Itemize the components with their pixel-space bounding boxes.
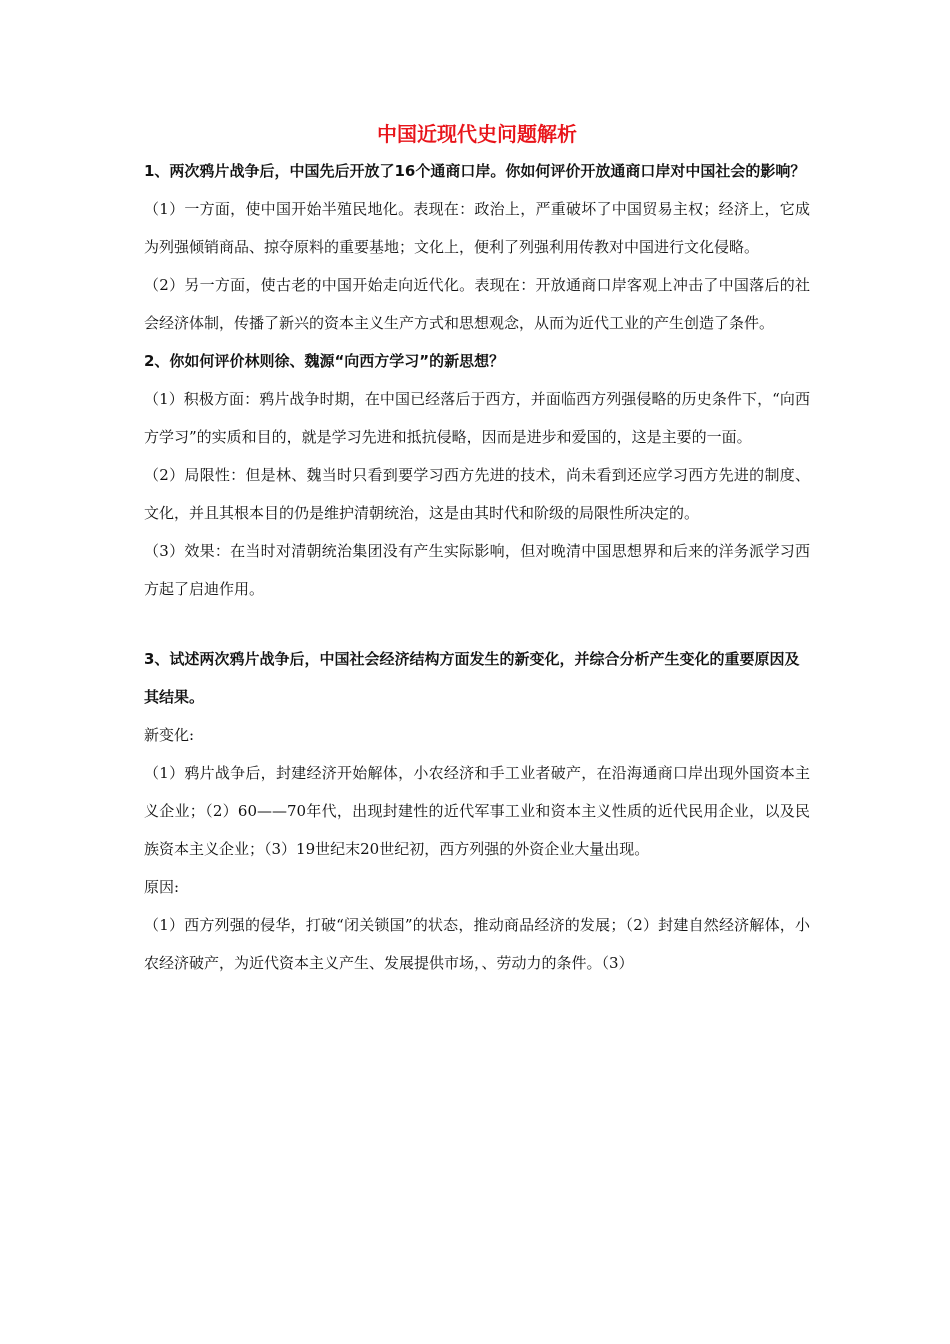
question-2: 2、你如何评价林则徐、魏源“向西方学习”的新思想？ bbox=[144, 352, 505, 370]
q2-answer-1: （1）积极方面：鸦片战争时期，在中国已经落后于西方，并面临西方列强侵略的历史条件下，“向西方学习”的实质和目的，就是学习先进和抵抗侵略，因而是进步和爱国的，这是主要的一面。 bbox=[144, 390, 810, 446]
q2-answer-3: （3）效果：在当时对清朝统治集团没有产生实际影响，但对晚清中国思想界和后来的洋务派学习西方起了启迪作用。 bbox=[144, 542, 810, 598]
section-spacer bbox=[144, 608, 810, 640]
q1-answer-2: （2）另一方面，使古老的中国开始走向近代化。表现在：开放通商口岸客观上冲击了中国落后的社会经济体制，传播了新兴的资本主义生产方式和思想观念，从而为近代工业的产生创造了条件。 bbox=[144, 276, 810, 332]
q3-reasons: （1）西方列强的侵华，打破“闭关锁国”的状态，推动商品经济的发展；（2）封建自然经济解体，小农经济破产，为近代资本主义产生、发展提供市场，、劳动力的条件。（3） bbox=[144, 916, 810, 972]
question-1: 1、两次鸦片战争后，中国先后开放了16个通商口岸。你如何评价开放通商口岸对中国社会的影响？ bbox=[144, 162, 806, 180]
q3-changes-label: 新变化: bbox=[144, 726, 195, 744]
question-3: 3、试述两次鸦片战争后，中国社会经济结构方面发生的新变化，并综合分析产生变化的重要原因及其结果。 bbox=[144, 650, 800, 706]
q3-changes: （1）鸦片战争后，封建经济开始解体，小农经济和手工业者破产，在沿海通商口岸出现外国资本主义企业；（2）60——70年代，出现封建性的近代军事工业和资本主义性质的近代民用企业，以及民族资本主义企业；（3）19世纪末20世纪初，西方列强的外资企业大量出现。 bbox=[144, 764, 810, 858]
document-page bbox=[144, 118, 810, 982]
q3-reasons-label: 原因: bbox=[144, 878, 180, 896]
q1-answer-1: （1）一方面，使中国开始半殖民地化。表现在：政治上，严重破坏了中国贸易主权；经济上，它成为列强倾销商品、掠夺原料的重要基地；文化上，便利了列强利用传教对中国进行文化侵略。 bbox=[144, 200, 810, 256]
q2-answer-2: （2）局限性：但是林、魏当时只看到要学习西方先进的技术，尚未看到还应学习西方先进的制度、文化，并且其根本目的仍是维护清朝统治，这是由其时代和阶级的局限性所决定的。 bbox=[144, 466, 810, 522]
page-title: 中国近现代史问题解析 bbox=[377, 122, 577, 146]
